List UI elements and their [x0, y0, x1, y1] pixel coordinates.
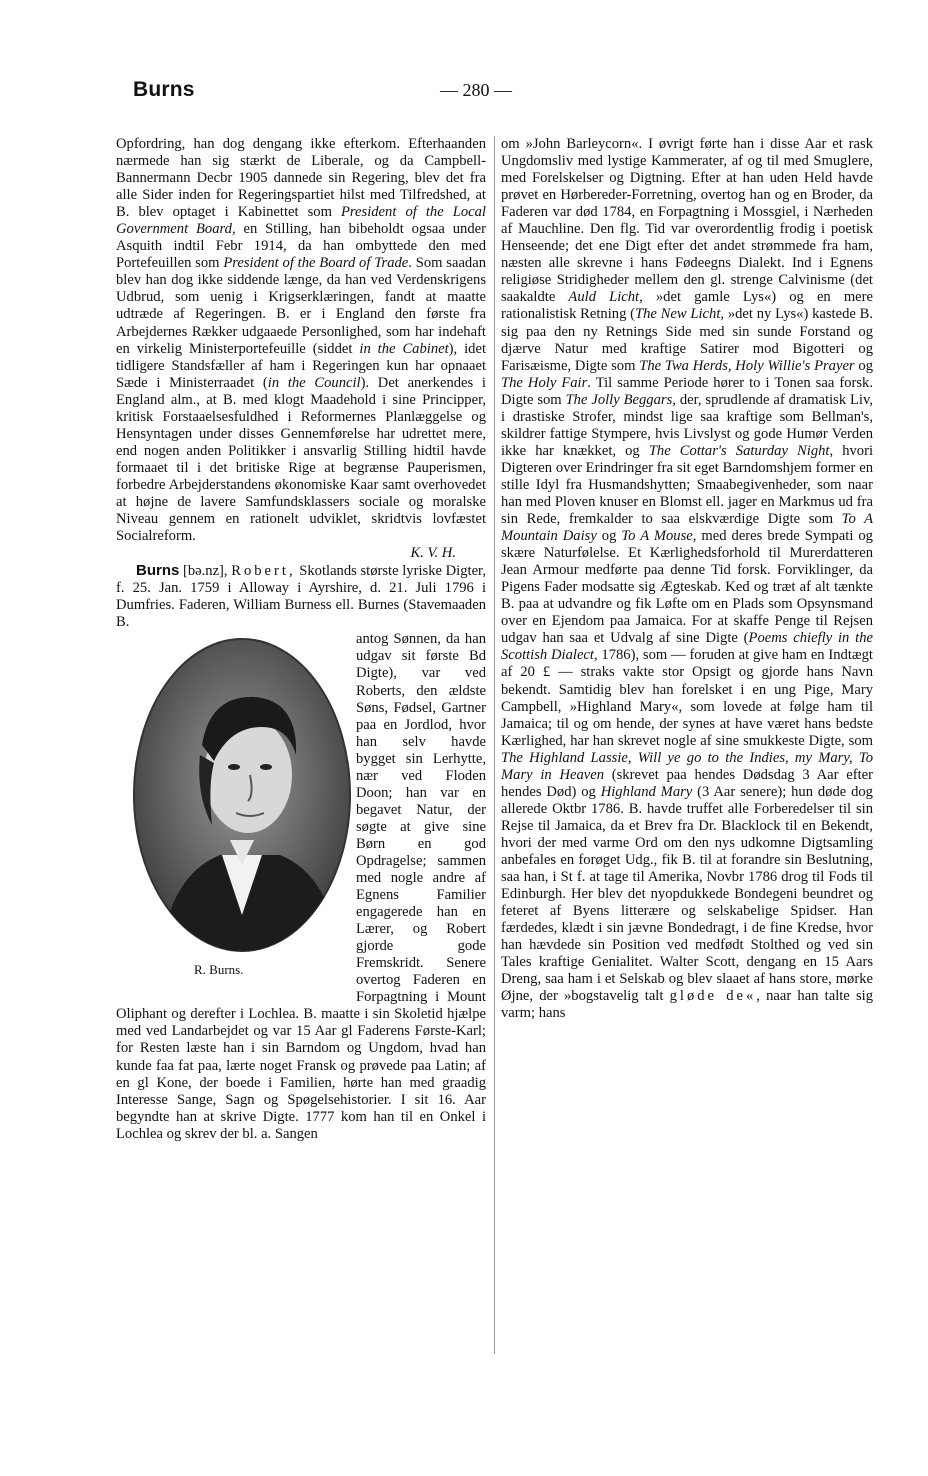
paragraph: Opfordring, han dog dengang ikke efterkom. Efterhaanden nærmede han sig stærkt de Liberale, og da Campbell-Bannermann Decbr 1905 dannede sin Regering, blev det fra alle Sider inden for Regeringspartiet hilst med Tilfredshed, at B. blev optaget i Kabinettet som President of the Local Government Board, en Stilling, han bibeholdt ogsaa under Asquith indtil Febr 1914, da han ombyttede den med Portefeuillen som President of the Board of Trade. Som saadan blev han dog ikke siddende længe, da han ved Verdenskrigens Udbrud, som uenig i Krigserklæringen, fandt at maatte udtræde af Regeringen. B. er i England den første fra Arbejdernes Rækker udgaaede Personlighed, som har indehaft en virkelig Ministerportefeuille (siddet in the Cabinet), idet tidligere Standsfæller af ham i Regeringen kun har opnaaet Sæde i Ministerraadet (in the Council). Det anerkendes i England alm., at B. med klogt Maadehold i sine Principper, kritisk Forstaaelsesfuldhed i Reformernes Planlæggelse og Hensyntagen under disses Gennemførelse har udrettet mere, end nogen anden Politikker i ansvarlig Stilling hidtil havde formaaet til i det britiske Rige at begrænse Pauperismen, forbedre Arbejderstandens økonomiske Kaar samt overhovedet at højne de lavere Samfundsklassers sociale og moralske Niveau gennem en rationelt udviklet, skridtvis lovfæstet Socialreform. [116, 136, 487, 545]
page-number: — 280 — [440, 80, 512, 100]
entry-paragraph [116, 562, 486, 631]
paragraph: om »John Barleycorn«. I øvrigt førte han i disse Aar et rask Ungdomsliv med lystige Kammerater, af og til med Smuglere, med Forelskelser og Digtning. Efter at han uden Held havde prøvet en Hørbereder-Forretning, overtog han og en Broder, da Faderen var død 1784, en Forpagtning i Mossgiel, i Nærheden af Mauchline. Den flg. Tid var overordentlig frodig i poetisk Henseende; det ene Digt efter det andet strømmede fra ham, næsten alle skrevne i hans Fødeegns Dialekt. Ind i Egnens religiøse Stridigheder mellem den gl. strenge Calvinisme (det saakaldte Auld Licht, »det gamle Lys«) og en mere rationalistisk Retning (The New Licht, »det ny Lys«) kastede B. sig paa den ny Retnings Side med sin sunde Forstand og djærve Natur med kraftige Satirer mod Bigotteri og Farisæisme, Digte som The Twa Herds, Holy Willie's Prayer og The Holy Fair. Til samme Periode hører to i Tonen saa forsk. Digte som The Jolly Beggars, der, sprudlende af dramatisk Liv, i drastiske Strofer, mindst lige saa kraftige som Bellman's, skildrer fattige Stympere, hvis Livslyst og gode Humør Verden ikke har knækket, og The Cottar's Saturday Night, hvori Digteren over Erindringer fra sit eget Barndomshjem former en stille Idyl fra Husmandshytten; Smaabegivenheder, som naar han med Ploven knuser en Blomst ell. jager en Markmus ud fra sin Rede, fremkalder to saa elskværdige Digte som To A Mountain Daisy og To A Mouse, med deres brede Sympati og skære Naturfølelse. Et Kærlighedsforhold til Murerdatteren Jean Armour medførte paa denne Tid forsk. Forviklinger, da Pigens Fader modsatte sig Ægteskab. Ked og træt af alt tænkte B. paa at udvandre og fik Løfte om en Plads som Opsynsmand over en Ejendom paa Jamaica. For at skaffe Penge til Rejsen udgav han saa et Udvalg af sine Digte (Poems chiefly in the Scottish Dialect, 1786), som — foruden at give ham en Indtægt af 20 £ — straks vakte stor Opsigt og gjorde hans Navn bekendt. Samtidig blev han forelsket i en ung Pige, Mary Campbell, »Highland Mary«, som lovede at følge ham til Jamaica; til og om hende, der synes at have været hans bedste Kærlighed, har han skrevet nogle af sine smukkeste Digte, som The Highland Lassie, Will ye go to the Indies, my Mary, To Mary in Heaven (skrevet paa hendes Dødsdag 3 Aar efter hendes Død) og Highland Mary (3 Aar senere); hun døde dog allerede Oktbr 1786. B. havde truffet alle Forberedelser til sin Rejse til Jamaica, da et Brev fra Dr. Blacklock til en Bekendt, hvori der med varme Ord om den nys udkomne Digtsamling anbefales en forøget Udg., fik B. til at forandre sin Beslutning, saa han, i St f. at tage til Amerika, Novbr 1786 drog til Fods til Edinburgh. Her blev det nyopdukkede Bondegeni beundret og feteret af Byens litterære og selskabelige Spidser. Han færdedes, klædt i sin jævne Bondedragt, i de fine Kredse, hvor han hævdede sin Position ved medfødt Stolthed og ved sin Tales kraftige Genialitet. Walter Scott, dengang en 15 Aars Dreng, saa ham i et Selskab og blev slaaet af hans store, mørke Øjne, der »bogstavelig talt gløde de«, naar han talte sig varm; hans [501, 136, 874, 1022]
column-divider [494, 136, 495, 1354]
portrait-caption: R. Burns. [194, 962, 244, 978]
portrait-figure [116, 631, 350, 986]
running-headword: Burns [133, 78, 195, 101]
entry-text: antog Sønnen, da han udgav sit første Bd Digte), var ved Roberts, den ældste Søns, Fødsel, Gartner paa en Jordlod, hvor han selv havde bygget sin Lerhytte, nær ved Floden Doon; han var en begavet Natur, der søgte at give sine Børn en god Opdragelse; sammen med nogle andre af Egnens Familier engagerede han en Lærer, og Robert gjorde gode Fremskridt. Senere overtog Faderen en Forpagtning i Mount Oliphant og derefter i Lochlea. B. maatte i sin Skoletid hjælpe med ved Landarbejdet og var 15 Aar gl Faderens Første-Karl; for Resten læste han i sin Barndom og Ungdom, hvad han kunde faa fat paa, lærte noget Fransk og prøvede paa Latin; af en gl Kone, der boede i Familien, hørte han med graadig Interesse Sange, Sagn og Spøgelsehistorier. I sit 16. Aar begyndte han at skrive Digte. 1777 kom han til en Onkel i Lochlea og skrev der bl. a. Sangen [116, 631, 486, 1142]
entry-text-start: Skotlands største lyriske Digter, f. 25. Jan. 1759 i Alloway i Ayrshire, d. 21. Juli 1796 i Dumfries. Faderen, William Burness ell. Burnes (Stavemaaden B. [116, 563, 486, 631]
entry-with-figure [116, 631, 486, 1142]
right-column [501, 136, 873, 1022]
pronunciation: [bə.nz], [183, 563, 228, 580]
author-signature: K. V. H. [410, 545, 456, 562]
entry-headword: Burns [136, 562, 180, 580]
entry-name: Robert, [231, 563, 296, 580]
portrait-image [130, 635, 354, 955]
left-column [116, 136, 486, 1143]
